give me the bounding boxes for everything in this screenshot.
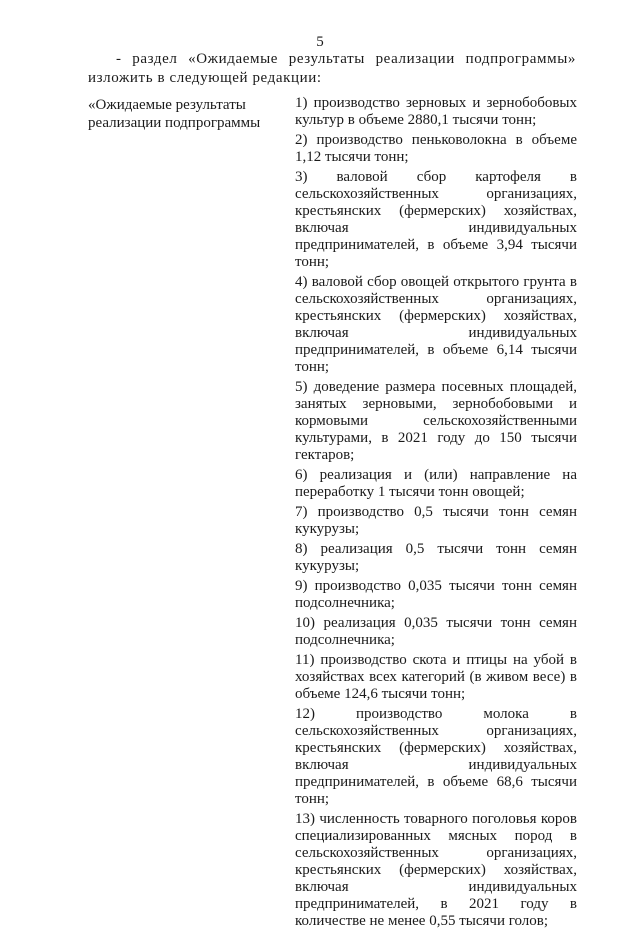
list-item: 1) производство зерновых и зернобобовых культур в объеме 2880,1 тысячи тонн; [295, 95, 577, 128]
list-item: 10) реализация 0,035 тысячи тонн семян подсолнечника; [295, 615, 577, 648]
list-item: 5) доведение размера посевных площадей, занятых зерновыми, зернобобовыми и кормовыми сельскохозяйственными культурами, в 2021 году до 150 тысячи гектаров; [295, 379, 577, 463]
list-item: 2) производство пеньковолокна в объеме 1,12 тысячи тонн; [295, 132, 577, 165]
list-item: 3) валовой сбор картофеля в сельскохозяйственных организациях, крестьянских (фермерских) хозяйствах, включая индивидуальных предпринимателей, в объеме 3,94 тысячи тонн; [295, 169, 577, 270]
page-number: 5 [316, 34, 324, 50]
list-item: 8) реализация 0,5 тысячи тонн семян кукурузы; [295, 541, 577, 574]
list-item: 7) производство 0,5 тысячи тонн семян кукурузы; [295, 504, 577, 537]
list-item: 12) производство молока в сельскохозяйственных организациях, крестьянских (фермерских) хозяйствах, включая индивидуальных предпринимателей, в объеме 68,6 тысячи тонн; [295, 706, 577, 807]
list-item: 9) производство 0,035 тысячи тонн семян подсолнечника; [295, 578, 577, 611]
intro-paragraph: - раздел «Ожидаемые результаты реализации подпрограммы» изложить в следующей редакции: [88, 51, 576, 86]
results-list [295, 95, 577, 933]
list-item: 4) валовой сбор овощей открытого грунта в сельскохозяйственных организациях, крестьянских (фермерских) хозяйствах, включая индивидуальных предпринимателей, в объеме 6,14 тысячи тонн; [295, 274, 577, 375]
list-item: 6) реализация и (или) направление на переработку 1 тысячи тонн овощей; [295, 467, 577, 500]
section-label: «Ожидаемые результаты реализации подпрограммы [88, 97, 261, 131]
list-item: 11) производство скота и птицы на убой в хозяйствах всех категорий (в живом весе) в объеме 124,6 тысячи тонн; [295, 652, 577, 702]
list-item: 13) численность товарного поголовья коров специализированных мясных пород в сельскохозяйственных организациях, крестьянских (фермерских) хозяйствах, включая индивидуальных предпринимателей, в 2021 году в количестве не менее 0,55 тысячи голов; [295, 811, 577, 929]
